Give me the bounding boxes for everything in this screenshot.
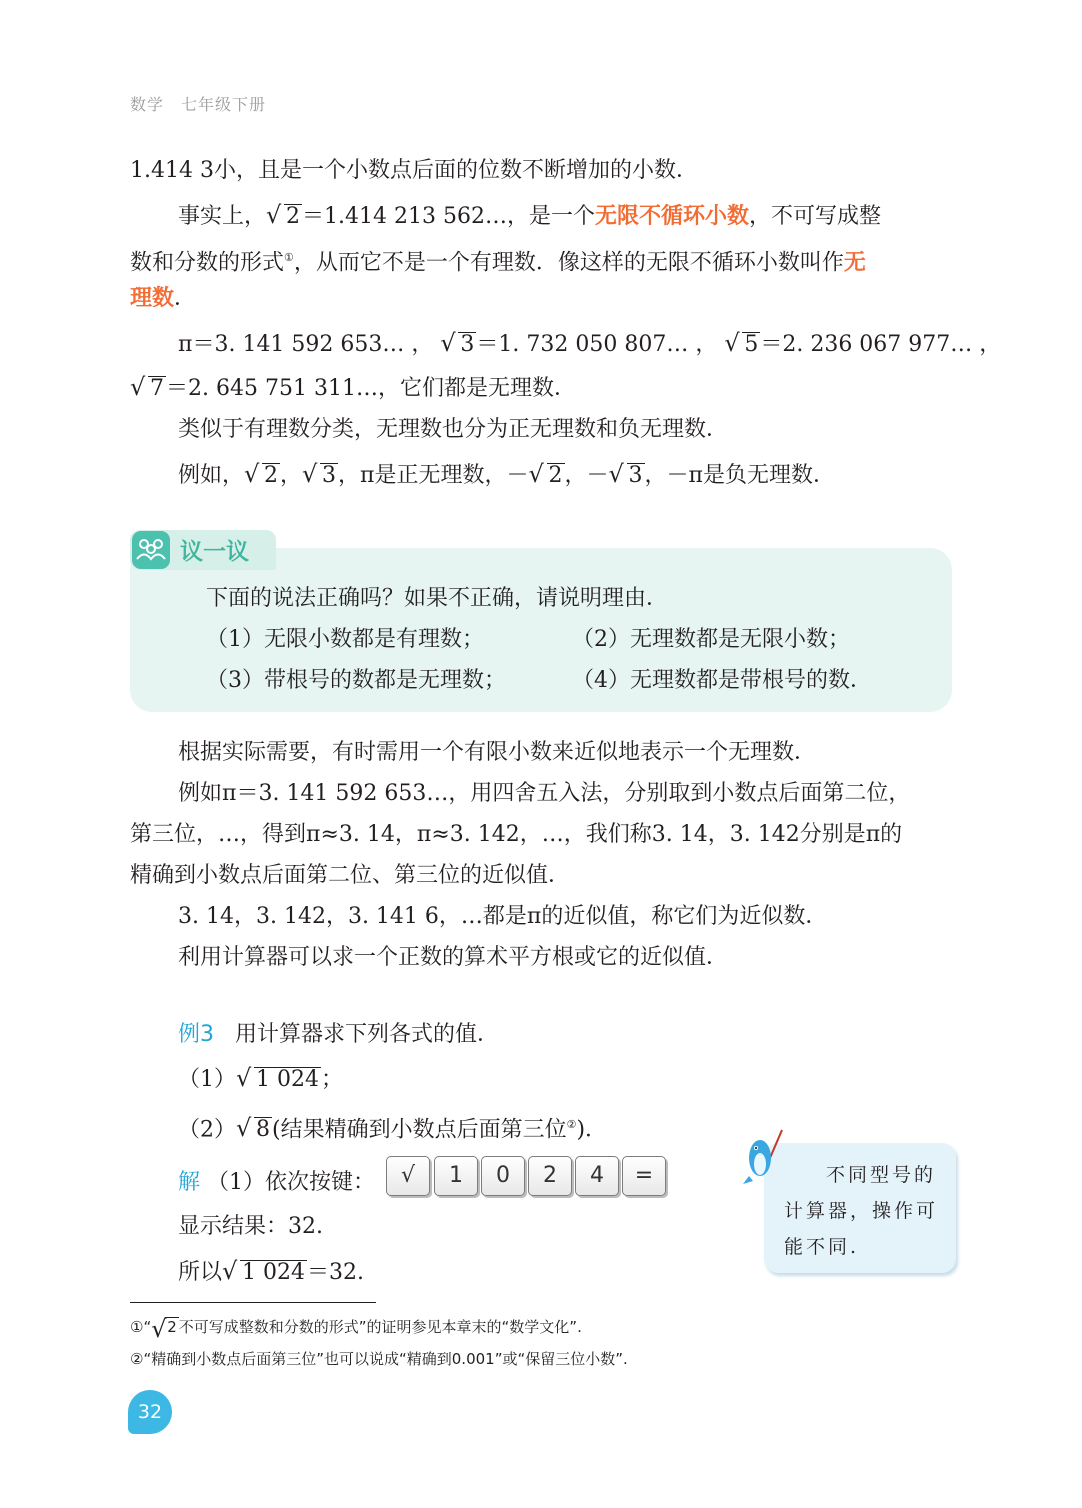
discussion-question: 下面的说法正确吗？如果不正确，请说明理由．	[206, 586, 669, 611]
solution-conclusion: 所以√ 1 024＝32.	[178, 1258, 364, 1288]
paragraph-5: π＝3. 141 592 653… ， √ 3＝1. 732 050 807… ， √ 5＝2. 236 067 977… ，	[178, 330, 1001, 360]
example-label: 例3	[178, 1022, 214, 1047]
paragraph-13: 3. 14，3. 142，3. 141 6，…都是π的近似值，称它们为近似数．	[178, 904, 828, 929]
calc-key-1: 1	[434, 1156, 478, 1196]
paragraph-14: 利用计算器可以求一个正数的算术平方根或它的近似值．	[178, 945, 729, 970]
footnote-1: ①“√ 2 不可写成整数和分数的形式”的证明参见本章末的“数学文化”.	[130, 1316, 582, 1337]
calc-key-2: 2	[528, 1156, 572, 1196]
running-header: 数学 七年级下册	[130, 95, 267, 114]
term-infinite-nonrepeating: 无限不循环小数	[594, 204, 749, 229]
calc-key-equals: =	[622, 1156, 666, 1196]
paragraph-2: 事实上，√ 2＝1.414 213 562…，是一个无限不循环小数，不可写成整	[178, 202, 881, 232]
discussion-item-1: （1）无限小数都是有理数；	[206, 627, 484, 652]
dolphin-mascot-icon	[740, 1128, 786, 1186]
paragraph-10: 例如π＝3. 141 592 653…，用四舍五入法，分别取到小数点后面第二位，	[178, 781, 911, 806]
discussion-item-4: （4）无理数都是带根号的数．	[572, 668, 872, 693]
paragraph-8: 例如，√ 2，√ 3，π是正无理数，－√ 2，－√ 3，－π是负无理数．	[178, 461, 835, 491]
calc-key-4: 4	[575, 1156, 619, 1196]
footnote-ref-1: ①	[284, 251, 294, 264]
sqrt-2: √ 2	[266, 202, 302, 232]
discussion-item-3: （3）带根号的数都是无理数；	[206, 668, 506, 693]
calc-key-sqrt: √	[386, 1156, 430, 1196]
side-note-line-1: 不同型号的	[826, 1164, 937, 1186]
paragraph-3: 数和分数的形式①，从而它不是一个有理数．像这样的无限不循环小数叫作无	[130, 250, 866, 276]
paragraph-9: 根据实际需要，有时需用一个有限小数来近似地表示一个无理数．	[178, 740, 817, 765]
footnote-ref-2: ②	[566, 1118, 577, 1131]
page-number: 32	[128, 1390, 172, 1434]
footnote-divider	[130, 1302, 376, 1303]
example-heading: 例3 用计算器求下列各式的值．	[178, 1022, 499, 1047]
side-note-line-3: 能不同.	[784, 1236, 860, 1258]
paragraph-1: 1.414 3小，且是一个小数点后面的位数不断增加的小数．	[130, 158, 698, 183]
paragraph-12: 精确到小数点后面第二位、第三位的近似值．	[130, 863, 571, 888]
example-item-1: （1）√ 1 024；	[178, 1065, 343, 1095]
paragraph-6: √ 7＝2. 645 751 311…，它们都是无理数．	[130, 374, 576, 404]
solution-line-1: 解 （1）依次按键：	[178, 1170, 376, 1195]
footnote-2: ②“精确到小数点后面第三位”也可以说成“精确到0.001”或“保留三位小数”.	[130, 1350, 628, 1368]
solution-label: 解	[178, 1170, 201, 1195]
paragraph-11: 第三位，…，得到π≈3. 14，π≈3. 142，…，我们称3. 14，3. 142分别是π的	[130, 822, 903, 847]
discussion-item-2: （2）无理数都是无限小数；	[572, 627, 850, 652]
group-people-icon	[132, 531, 170, 569]
example-item-2: （2）√ 8(结果精确到小数点后面第三位②)．	[178, 1110, 607, 1145]
solution-result: 显示结果：32.	[178, 1214, 323, 1239]
term-irrational: 理数	[130, 286, 175, 311]
paragraph-7: 类似于有理数分类，无理数也分为正无理数和负无理数．	[178, 417, 729, 442]
paragraph-4: 理数．	[130, 286, 197, 311]
discussion-title: 议一议	[180, 539, 249, 565]
side-note-line-2: 计算器，操作可	[784, 1200, 939, 1222]
calc-key-0: 0	[481, 1156, 525, 1196]
